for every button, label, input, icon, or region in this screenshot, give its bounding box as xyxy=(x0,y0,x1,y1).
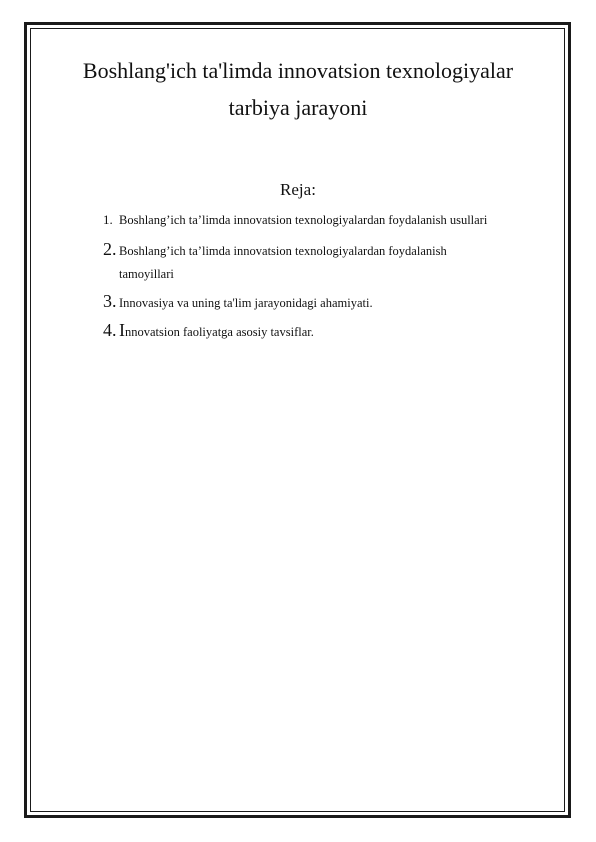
plan-item-1 xyxy=(103,212,487,228)
plan-item-initial: I xyxy=(119,320,125,340)
plan-heading: Reja: xyxy=(280,180,316,199)
plan-item-number: 1. xyxy=(103,212,113,227)
document-title-line2: tarbiya jarayoni xyxy=(228,95,368,120)
plan-item-text-continuation: tamoyillari xyxy=(119,267,174,281)
plan-item-2-continuation xyxy=(119,266,174,282)
page-border-inner xyxy=(30,28,565,812)
plan-item-number: 3. xyxy=(103,291,117,311)
plan-item-text: Boshlang’ich ta’limda innovatsion texnologiyalardan foydalanish usullari xyxy=(119,213,488,227)
document-title-line1: Boshlang'ich ta'limda innovatsion texnologiyalar xyxy=(82,58,514,83)
plan-item-4 xyxy=(103,321,314,340)
plan-item-text: Boshlang’ich ta’limda innovatsion texnologiyalardan foydalanish xyxy=(119,244,447,258)
plan-item-3 xyxy=(103,292,373,311)
plan-item-number: 4. xyxy=(103,320,117,340)
plan-item-text: Innovasiya va uning ta'lim jarayonidagi ahamiyati. xyxy=(119,296,373,310)
plan-item-2 xyxy=(103,240,447,259)
plan-item-number: 2. xyxy=(103,239,117,259)
plan-item-text: nnovatsion faoliyatga asosiy tavsiflar. xyxy=(125,325,314,339)
